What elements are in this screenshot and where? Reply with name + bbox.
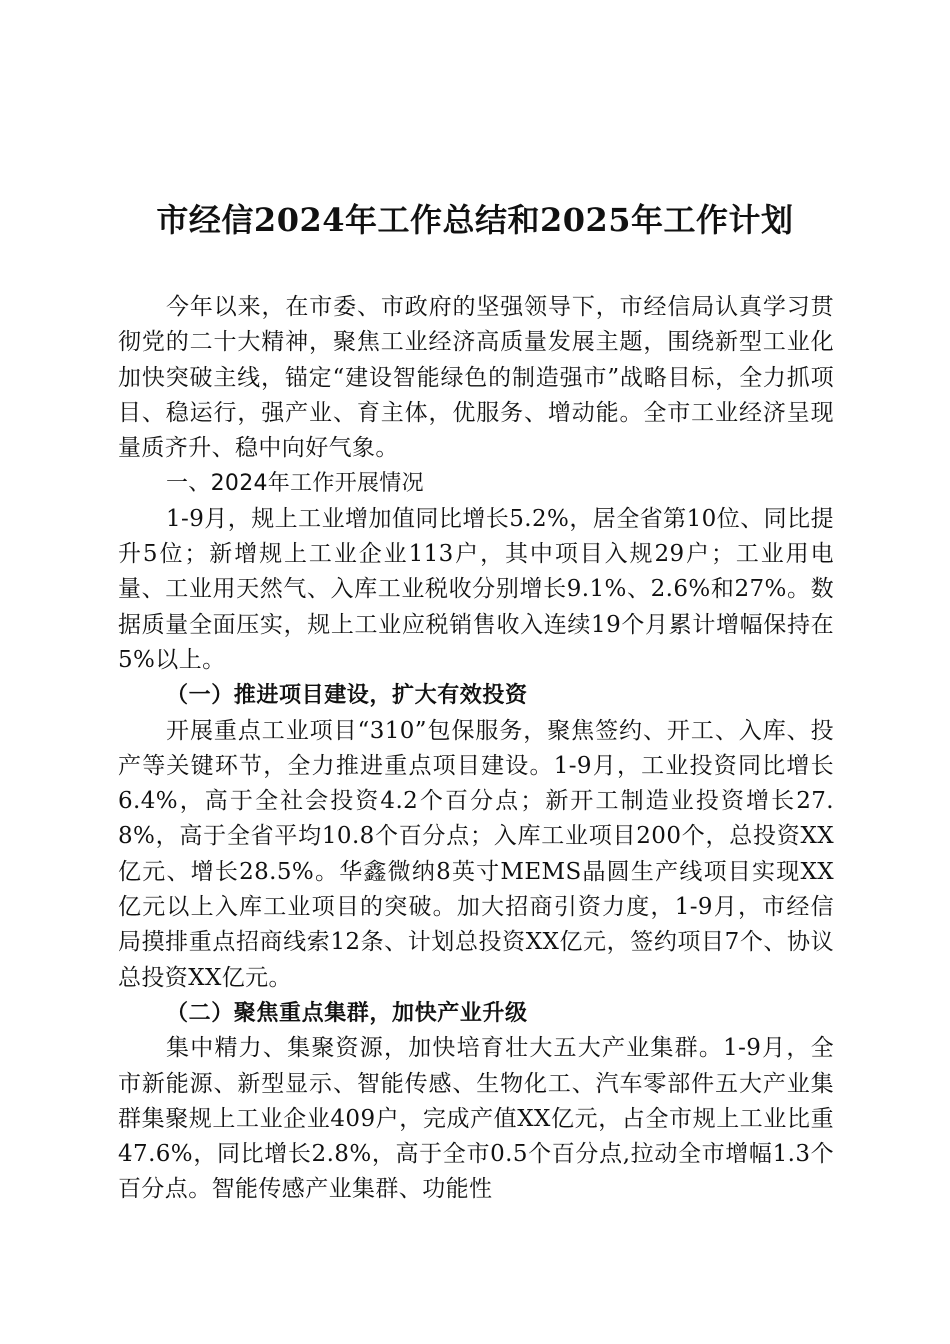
subsection-2-paragraph: 集中精力、集聚资源，加快培育壮大五大产业集群。1-9月，全市新能源、新型显示、智能传感、生物化工、汽车零部件五大产业集群集聚规上工业企业409户，完成产值XX亿元，占全市规上工业比重47.6%，同比增长2.8%，高于全市0.5个百分点,拉动全市增幅1.3个百分点。智能传感产业集群、功能性: [118, 1035, 834, 1203]
section-heading-1: 一、2024年工作开展情况: [166, 471, 424, 497]
intro-paragraph: 今年以来，在市委、市政府的坚强领导下，市经信局认真学习贯彻党的二十大精神，聚焦工业经济高质量发展主题，围绕新型工业化加快突破主线，锚定“建设智能绿色的制造强市”战略目标，全力抓项目、稳运行，强产业、育主体，优服务、增动能。全市工业经济呈现量质齐升、稳中向好气象。: [118, 294, 834, 462]
document-title: 市经信2024年工作总结和2025年工作计划: [156, 201, 794, 239]
subsection-heading-2: （二）聚焦重点集群，加快产业升级: [166, 999, 528, 1026]
subsection-1-paragraph: 开展重点工业项目“310”包保服务，聚焦签约、开工、入库、投产等关键环节，全力推进重点项目建设。1-9月，工业投资同比增长6.4%，高于全社会投资4.2个百分点；新开工制造业投资增长27.8%，高于全省平均10.8个百分点；入库工业项目200个，总投资XX亿元、增长28.5%。华鑫微纳8英寸MEMS晶圆生产线项目实现XX亿元以上入库工业项目的突破。加大招商引资力度，1-9月，市经信局摸排重点招商线索12条、计划总投资XX亿元，签约项目7个、协议总投资XX亿元。: [118, 717, 834, 991]
subsection-heading-1: （一）推进项目建设，扩大有效投资: [166, 682, 528, 709]
section-1-summary-paragraph: 1-9月，规上工业增加值同比增长5.2%，居全省第10位、同比提升5位；新增规上工业企业113户，其中项目入规29户；工业用电量、工业用天然气、入库工业税收分别增长9.1%、2.6%和27%。数据质量全面压实，规上工业应税销售收入连续19个月累计增幅保持在5%以上。: [118, 505, 834, 673]
document-body: [118, 290, 834, 1208]
